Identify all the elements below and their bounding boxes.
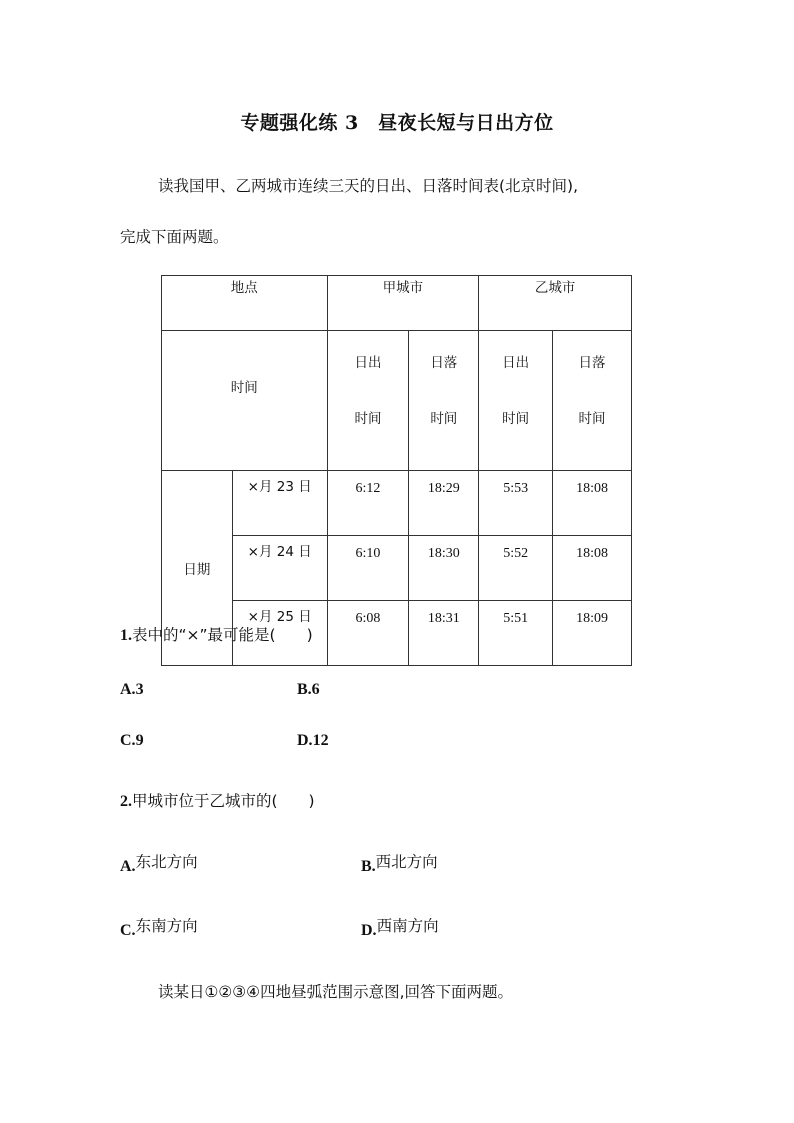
q1-option-a[interactable]: A.3 xyxy=(120,681,144,698)
q1-option-b[interactable]: B.6 xyxy=(297,681,320,698)
q1-option-d[interactable]: D.12 xyxy=(297,732,329,749)
city-b-sunset: 18:09 xyxy=(553,601,632,666)
intro-line-2: 完成下面两题。 xyxy=(120,228,229,246)
date-header: 日期 xyxy=(162,471,233,666)
q2-option-d[interactable]: D.西南方向 xyxy=(361,917,439,939)
question-number: 1. xyxy=(120,627,132,644)
question-2 xyxy=(120,789,315,811)
date-cell: ×月 23 日 xyxy=(232,471,327,536)
sunrise-sunset-table xyxy=(161,275,632,666)
city-b-sunrise: 5:53 xyxy=(479,471,553,536)
q1-option-c[interactable]: C.9 xyxy=(120,732,144,749)
city-a-sunrise: 6:08 xyxy=(327,601,409,666)
q2-option-a[interactable]: A.东北方向 xyxy=(120,853,198,875)
intro-line-1: 读我国甲、乙两城市连续三天的日出、日落时间表(北京时间), xyxy=(158,177,579,195)
date-cell: ×月 24 日 xyxy=(232,536,327,601)
outro-text: 读某日①②③④四地昼弧范围示意图,回答下面两题。 xyxy=(158,983,514,1001)
city-b-sunrise-header: 日出 时间 xyxy=(479,331,553,471)
question-1 xyxy=(120,623,313,645)
date-cell: ×月 25 日 xyxy=(232,601,327,666)
city-a-sunrise: 6:12 xyxy=(327,471,409,536)
table-row xyxy=(162,471,632,536)
question-text: 表中的“×”最可能是( ) xyxy=(132,626,313,644)
page-title: 专题强化练 3 昼夜长短与日出方位 xyxy=(240,112,554,134)
city-b-sunset: 18:08 xyxy=(553,471,632,536)
city-b-header: 乙城市 xyxy=(479,276,632,331)
city-a-sunset: 18:31 xyxy=(409,601,479,666)
city-a-header: 甲城市 xyxy=(327,276,479,331)
city-a-sunrise: 6:10 xyxy=(327,536,409,601)
city-b-sunset: 18:08 xyxy=(553,536,632,601)
question-number: 2. xyxy=(120,793,132,810)
city-a-sunset: 18:29 xyxy=(409,471,479,536)
city-b-sunrise: 5:51 xyxy=(479,601,553,666)
city-a-sunset-header: 日落 时间 xyxy=(409,331,479,471)
question-text: 甲城市位于乙城市的( ) xyxy=(132,792,315,810)
place-header: 地点 xyxy=(162,276,328,331)
city-a-sunrise-header: 日出 时间 xyxy=(327,331,409,471)
table-subheader-row xyxy=(162,331,632,471)
city-b-sunrise: 5:52 xyxy=(479,536,553,601)
q2-option-b[interactable]: B.西北方向 xyxy=(361,853,438,875)
q2-option-c[interactable]: C.东南方向 xyxy=(120,917,198,939)
city-b-sunset-header: 日落 时间 xyxy=(553,331,632,471)
table-header-row xyxy=(162,276,632,331)
table-row xyxy=(162,536,632,601)
time-header: 时间 xyxy=(162,331,328,471)
city-a-sunset: 18:30 xyxy=(409,536,479,601)
